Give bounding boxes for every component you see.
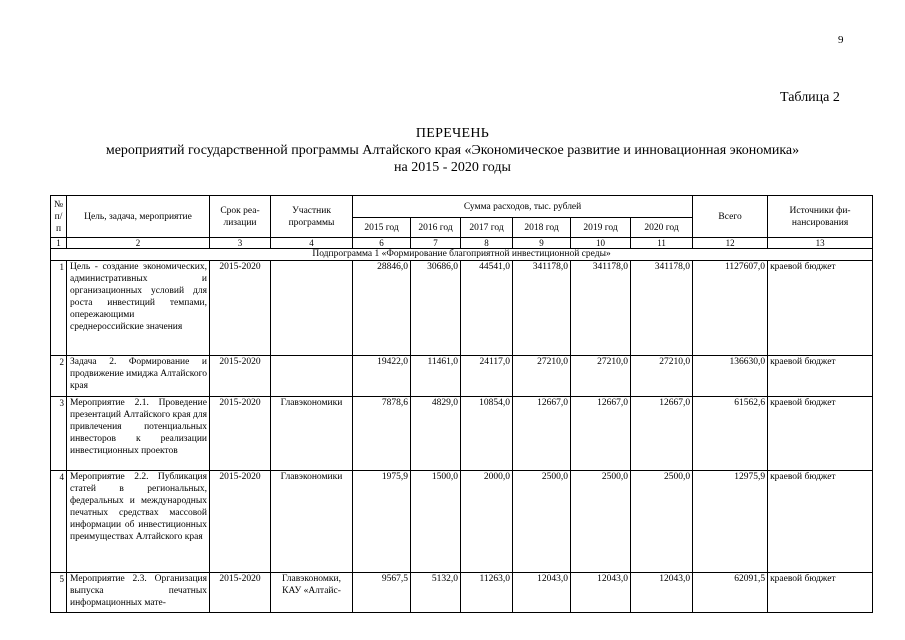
header-term: [210, 196, 271, 238]
row-value: 1500,0: [411, 471, 461, 573]
column-number: 11: [631, 238, 693, 249]
table-row: [51, 573, 873, 613]
row-value: 11263,0: [461, 573, 513, 613]
row-value: 341178,0: [631, 261, 693, 356]
header-year: 2017 год: [461, 218, 513, 238]
row-name: Мероприятие 2.2. Публикация статей в региональных, федеральных и международных печатных средствах массовой информации об инвестиционных преимуществах Алтайского края: [67, 471, 210, 573]
table-row: [51, 397, 873, 471]
row-number: 5: [51, 573, 67, 613]
row-value: 27210,0: [571, 356, 631, 397]
row-number: 2: [51, 356, 67, 397]
column-number: 3: [210, 238, 271, 249]
row-participant: [271, 356, 353, 397]
row-term: 2015-2020: [210, 356, 271, 397]
header-source: [768, 196, 873, 238]
row-name: Задача 2. Формирование и продвижение имиджа Алтайского края: [67, 356, 210, 397]
header-year: 2018 год: [513, 218, 571, 238]
header-goal: [67, 196, 210, 238]
row-value: 10854,0: [461, 397, 513, 471]
row-participant: Главэкономики: [271, 471, 353, 573]
row-value: 2500,0: [571, 471, 631, 573]
row-value: 12667,0: [571, 397, 631, 471]
table-label: Таблица 2: [780, 90, 840, 105]
header-term-text: Срок реа- лизации: [220, 205, 260, 228]
column-number: 1: [51, 238, 67, 249]
header-no-text: № п/п: [53, 199, 64, 234]
row-number: 4: [51, 471, 67, 573]
row-term: 2015-2020: [210, 471, 271, 573]
row-value: 19422,0: [353, 356, 411, 397]
row-term: 2015-2020: [210, 573, 271, 613]
row-value: 9567,5: [353, 573, 411, 613]
row-value: 12667,0: [513, 397, 571, 471]
row-value: 2500,0: [513, 471, 571, 573]
table-row: [51, 261, 873, 356]
header-participant-text: Участник программы: [288, 205, 335, 228]
row-name: Мероприятие 2.3. Организация выпуска печатных информационных мате-: [67, 573, 210, 613]
header-participant: [271, 196, 353, 238]
row-value: 2500,0: [631, 471, 693, 573]
row-source: краевой бюджет: [768, 397, 873, 471]
row-value: 28846,0: [353, 261, 411, 356]
row-value: 5132,0: [411, 573, 461, 613]
row-participant: Главэкономики: [271, 397, 353, 471]
row-value: 44541,0: [461, 261, 513, 356]
row-participant: [271, 261, 353, 356]
header-sum-text: Сумма расходов, тыс. рублей: [463, 201, 582, 212]
row-total: 61562,6: [693, 397, 768, 471]
header-source-text: Источники фи- нансирования: [789, 205, 851, 228]
row-value: 341178,0: [513, 261, 571, 356]
row-total: 136630,0: [693, 356, 768, 397]
row-name: Цель - создание экономических, административных и организационных условий для роста инвестиций темпами, опережающими среднероссийские значения: [67, 261, 210, 356]
row-value: 341178,0: [571, 261, 631, 356]
header-year: 2019 год: [571, 218, 631, 238]
subprogram-title: Подпрограмма 1 «Формирование благоприятной инвестиционной среды»: [51, 249, 873, 261]
header-total: [693, 196, 768, 238]
row-source: краевой бюджет: [768, 261, 873, 356]
row-total: 62091,5: [693, 573, 768, 613]
row-source: краевой бюджет: [768, 471, 873, 573]
row-source: краевой бюджет: [768, 573, 873, 613]
row-source: краевой бюджет: [768, 356, 873, 397]
table-row: [51, 356, 873, 397]
header-year: 2016 год: [411, 218, 461, 238]
header-sum: [353, 196, 693, 218]
row-value: 12043,0: [571, 573, 631, 613]
column-number: 13: [768, 238, 873, 249]
column-number: 9: [513, 238, 571, 249]
row-value: 27210,0: [513, 356, 571, 397]
row-total: 12975,9: [693, 471, 768, 573]
column-number: 4: [271, 238, 353, 249]
row-value: 11461,0: [411, 356, 461, 397]
row-value: 24117,0: [461, 356, 513, 397]
row-name: Мероприятие 2.1. Проведение презентаций Алтайского края для привлечения потенциальных инвесторов к реализации инвестиционных проектов: [67, 397, 210, 471]
document-period: на 2015 - 2020 годы: [394, 160, 511, 175]
row-term: 2015-2020: [210, 261, 271, 356]
row-value: 12043,0: [631, 573, 693, 613]
document-subtitle: мероприятий государственной программы Алтайского края «Экономическое развитие и инновационная экономика»: [105, 143, 800, 158]
column-number: 6: [353, 238, 411, 249]
row-value: 12043,0: [513, 573, 571, 613]
page-number: 9: [838, 34, 844, 46]
header-no: [51, 196, 67, 238]
document-title: ПЕРЕЧЕНЬ: [415, 126, 490, 141]
row-participant: Главэкономки, КАУ «Алтайс-: [271, 573, 353, 613]
table-row: [51, 471, 873, 573]
column-number: 12: [693, 238, 768, 249]
row-value: 4829,0: [411, 397, 461, 471]
row-value: 1975,9: [353, 471, 411, 573]
row-value: 7878,6: [353, 397, 411, 471]
row-value: 30686,0: [411, 261, 461, 356]
row-value: 2000,0: [461, 471, 513, 573]
column-number: 8: [461, 238, 513, 249]
column-number: 2: [67, 238, 210, 249]
column-number: 10: [571, 238, 631, 249]
header-goal-text: Цель, задача, мероприятие: [84, 211, 192, 222]
row-number: 3: [51, 397, 67, 471]
measures-table: [50, 195, 873, 613]
header-year: 2015 год: [353, 218, 411, 238]
row-total: 1127607,0: [693, 261, 768, 356]
row-number: 1: [51, 261, 67, 356]
header-total-text: Всего: [718, 211, 742, 222]
header-year: 2020 год: [631, 218, 693, 238]
row-value: 27210,0: [631, 356, 693, 397]
row-term: 2015-2020: [210, 397, 271, 471]
column-number: 7: [411, 238, 461, 249]
row-value: 12667,0: [631, 397, 693, 471]
